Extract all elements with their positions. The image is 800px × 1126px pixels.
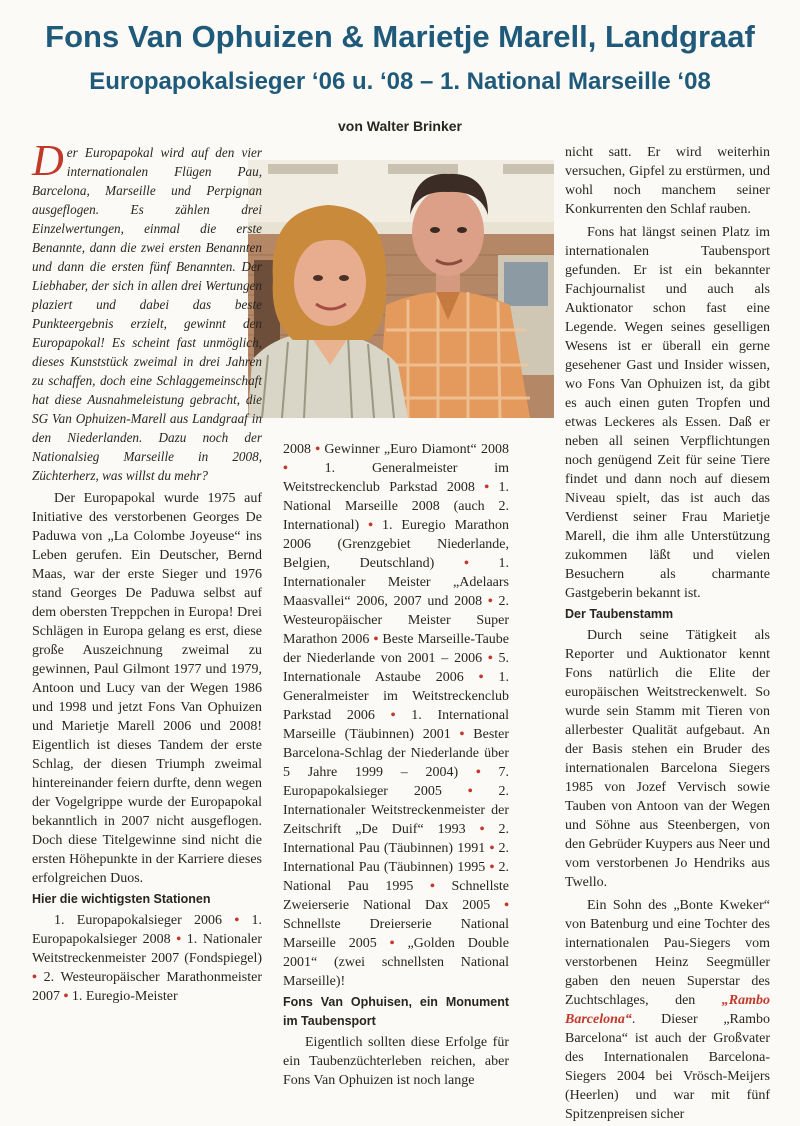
station-item: 1. International Marseille (Täubinnen) 2001 (283, 708, 510, 742)
intro-paragraph (32, 136, 262, 485)
bullet-icon: • (504, 898, 509, 913)
station-item: Bester Barcelona-Schlag der Niederlande über 5 Jahre 1999 – 2004) (283, 727, 510, 780)
station-item: 2. Westeuropäischer Meister Super Marathon 2006 (283, 594, 510, 647)
station-item: 2. National Pau 1995 (283, 860, 510, 894)
bullet-icon: • (478, 670, 484, 685)
column-2 (283, 440, 509, 1092)
bullet-icon: • (63, 989, 69, 1004)
bullet-icon: • (176, 932, 182, 947)
section-heading: Fons Van Ophuisen, ein Monument im Taubensport (283, 995, 509, 1028)
article-title: Fons Van Ophuizen & Marietje Marell, Landgraaf (45, 19, 755, 54)
body-paragraph: Fons hat längst seinen Platz im internationalen Taubensport gefunden. Er ist ein bekannter Fachjournalist und auch als Auktionator schon fast eine Legende. Wegen seines geselligen Wesens ist er überall ein gerne gesehener Gast und Insider wissen, wo Fons Van Ophuizen ist, da gibt es auch einen guten Tropfen und etwas Leckeres als Essen. Daß er neben all seinen Verpflichtungen noch genügend Zeit für seine Tiere findet und dann noch auf diesem Niveau spielt, das ist auch das Verdienst seiner Frau Marietje Marell, die ihm alle Unterstützung zukommen läßt und vielen Besuchern als charmante Gastgeberin bekannt ist. (565, 225, 770, 601)
couple-portrait-icon (248, 160, 554, 418)
body-paragraph (565, 896, 770, 1124)
bullet-icon: • (373, 632, 379, 647)
station-item: Schnellste Dreierserie National Marseille 2005 (283, 917, 509, 951)
bullet-icon: • (368, 518, 374, 533)
bullet-icon: • (475, 765, 481, 780)
couple-portrait-photo (248, 160, 554, 418)
bullet-icon: • (487, 594, 493, 609)
bullet-icon: • (389, 936, 395, 951)
bullet-icon: • (463, 556, 469, 571)
station-item: 1. Generalmeister im Weitstreckenclub Parkstad 2008 (283, 461, 509, 495)
station-item: Beste Marseille-Taube der Niederlande von 2001 – 2006 (283, 632, 510, 666)
column-3 (565, 143, 770, 1126)
body-paragraph: Durch seine Tätigkeit als Reporter und Auktionator kennt Fons natürlich die Elite der europäischen Weitstreckenwelt. So wurde sein Stamm mit Tieren von allerbester Qualität aufgebaut. An der Basis stehen ein Bruder des internationalen Barcelona Siegers 1985 von Jozef Vervisch sowie Tauben von Antoon van der Wegen und Söhne aus Steenbergen, von den Gebrüder Kuypers aus Neer und vom verstorbenen Jo Hendriks aus Twello. (565, 628, 770, 890)
station-item: 2. Westeuropäischer Marathonmeister 2007 (32, 970, 263, 1004)
section-heading: Hier die wichtigsten Stationen (32, 892, 211, 906)
station-item: Gewinner „Euro Diamont“ 2008 (324, 442, 509, 457)
body-paragraph: nicht satt. Er wird weiterhin versuchen, Gipfel zu erstürmen, und wohl noch manchem seiner Konkurrenten den Schlaf rauben. (565, 145, 770, 217)
station-item: 1. Internationaler Meister „Adelaars Maasvallei“ 2006, 2007 und 2008 (283, 556, 510, 609)
station-item: 1. Europapokalsieger 2008 (32, 913, 262, 947)
bullet-icon: • (315, 442, 321, 457)
drop-cap: D (32, 136, 64, 185)
bullet-icon: • (479, 822, 485, 837)
bullet-icon: • (390, 708, 396, 723)
body-paragraph: Der Europapokal wurde 1975 auf Initiative des verstorbenen Georges De Paduwa von „La Colombe Joyeuse“ ins Leben gerufen. Ein Deutscher, Bernd Maas, war der erste Sieger und 1976 stand Georges De Paduwa selbst auf dem obersten Treppchen in Europa! Drei Schlägen in Europa gelang es erst, diese große Auszeichnung zweimal zu gewinnen, Paul Gilmont 1977 und 1979, Antoon und Lucy van der Wegen 1986 und 1998 und jetzt Fons Van Ophuizen und Marietje Marell 2006 und 2008! Eigentlich ist dieses Tandem der erste Schlag, der diesen Triumph zweimal hintereinander feiern durfte, denn wegen der Vogelgrippe wurde der Europapokal bekanntlich in 2007 nicht ausgeflogen. Doch diese Titelgewinne sind nicht die ersten Höhepunkte in der Karriere dieses erfolgreichen Duos. (32, 491, 262, 886)
column-1 (32, 136, 263, 1008)
bullet-icon: • (234, 913, 240, 928)
bullet-icon: • (32, 970, 37, 985)
intro-text: er Europapokal wird auf den vier internationalen Flügen Pau, Barcelona, Marseille und Perpignan ausgeflogen. Es zählen drei Einzelwertungen, einmal die erste Benannte, dann die zwei ersten Benannten und dann die ersten fünf Benannten. Der Liebhaber, der sich in allen drei Wertungen plaziert und dabei das beste Punkteergebnis erzielt, gewinnt den Europapokal! Es scheint fast unmöglich, dieses Kunststück zweimal in drei Jahren zu schaffen, doch eine Schlaggemeinschaft hat diese Ausnahmeleistung gebracht, die SG Van Ophuizen-Marell aus Landgraaf in den Niederlanden. Dazu noch der Nationalsieg Marseille in 2008, Züchterherz, was willst du mehr? (32, 145, 262, 483)
station-item: Schnellste Zweierserie National Dax 2005 (283, 879, 510, 913)
station-item: 5. Internationale Astaube 2006 (283, 651, 510, 685)
station-item: 1. Europapokalsieger 2006 (54, 913, 223, 928)
station-item: 2. Internationaler Weitstreckenmeister der Zeitschrift „De Duif“ 1993 (283, 784, 509, 837)
station-item: 1. Generalmeister im Weitstreckenclub Parkstad 2006 (283, 670, 509, 723)
bullet-icon: • (459, 727, 465, 742)
station-item: 1. Euregio Marathon 2006 (Grenzgebiet Niederlande, Belgien, Deutschland) (283, 518, 510, 571)
bullet-icon: • (487, 651, 493, 666)
station-item: 1. National Marseille 2008 (auch 2. International) (283, 480, 510, 533)
article-subtitle: Europapokalsieger ‘06 u. ‘08 – 1. National Marseille ‘08 (89, 68, 711, 95)
body-text: . Dieser „Rambo Barcelona“ ist auch der Großvater des Internationalen Barcelona-Siegers 2004 bei Vrösch-Meijers (Heerlen) und war mit fünf Spitzenpreisen sicher (565, 1012, 770, 1122)
bullet-icon: • (283, 461, 288, 476)
byline: von Walter Brinker (338, 118, 462, 134)
station-item: 1. Euregio-Meister (71, 989, 178, 1004)
station-item: 2. International Pau (Täubinnen) 1991 (283, 822, 510, 856)
body-paragraph: Eigentlich sollten diese Erfolge für ein Taubenzüchterleben reichen, aber Fons Van Ophuizen ist noch lange (283, 1035, 509, 1088)
station-item: 2008 (283, 442, 311, 457)
bullet-icon: • (429, 879, 435, 894)
bullet-icon: • (489, 841, 495, 856)
bullet-icon: • (489, 860, 495, 875)
station-item: 7. Europapokalsieger 2005 (283, 765, 510, 799)
station-item: 2. International Pau (Täubinnen) 1995 (283, 841, 510, 875)
stations-list (32, 911, 262, 1006)
pigeon-name: „Rambo Barcelona“ (565, 993, 770, 1027)
body-text: Ein Sohn des „Bonte Kweker“ von Batenburg und eine Tochter des internationalen Pau-Siegers vom verstorbenen Heinz Seegmüller gaben den neuen Superstar des Zuchtschlages, den (565, 898, 770, 1008)
bullet-icon: • (484, 480, 490, 495)
section-heading: Der Taubenstamm (565, 607, 674, 621)
stations-list-continued (283, 440, 509, 991)
station-item: „Golden Double 2001“ (zwei schnellsten National Marseille)! (283, 936, 509, 989)
station-item: 1. Nationaler Weitstreckenmeister 2007 (Fondspiegel) (32, 932, 262, 966)
bullet-icon: • (467, 784, 473, 799)
